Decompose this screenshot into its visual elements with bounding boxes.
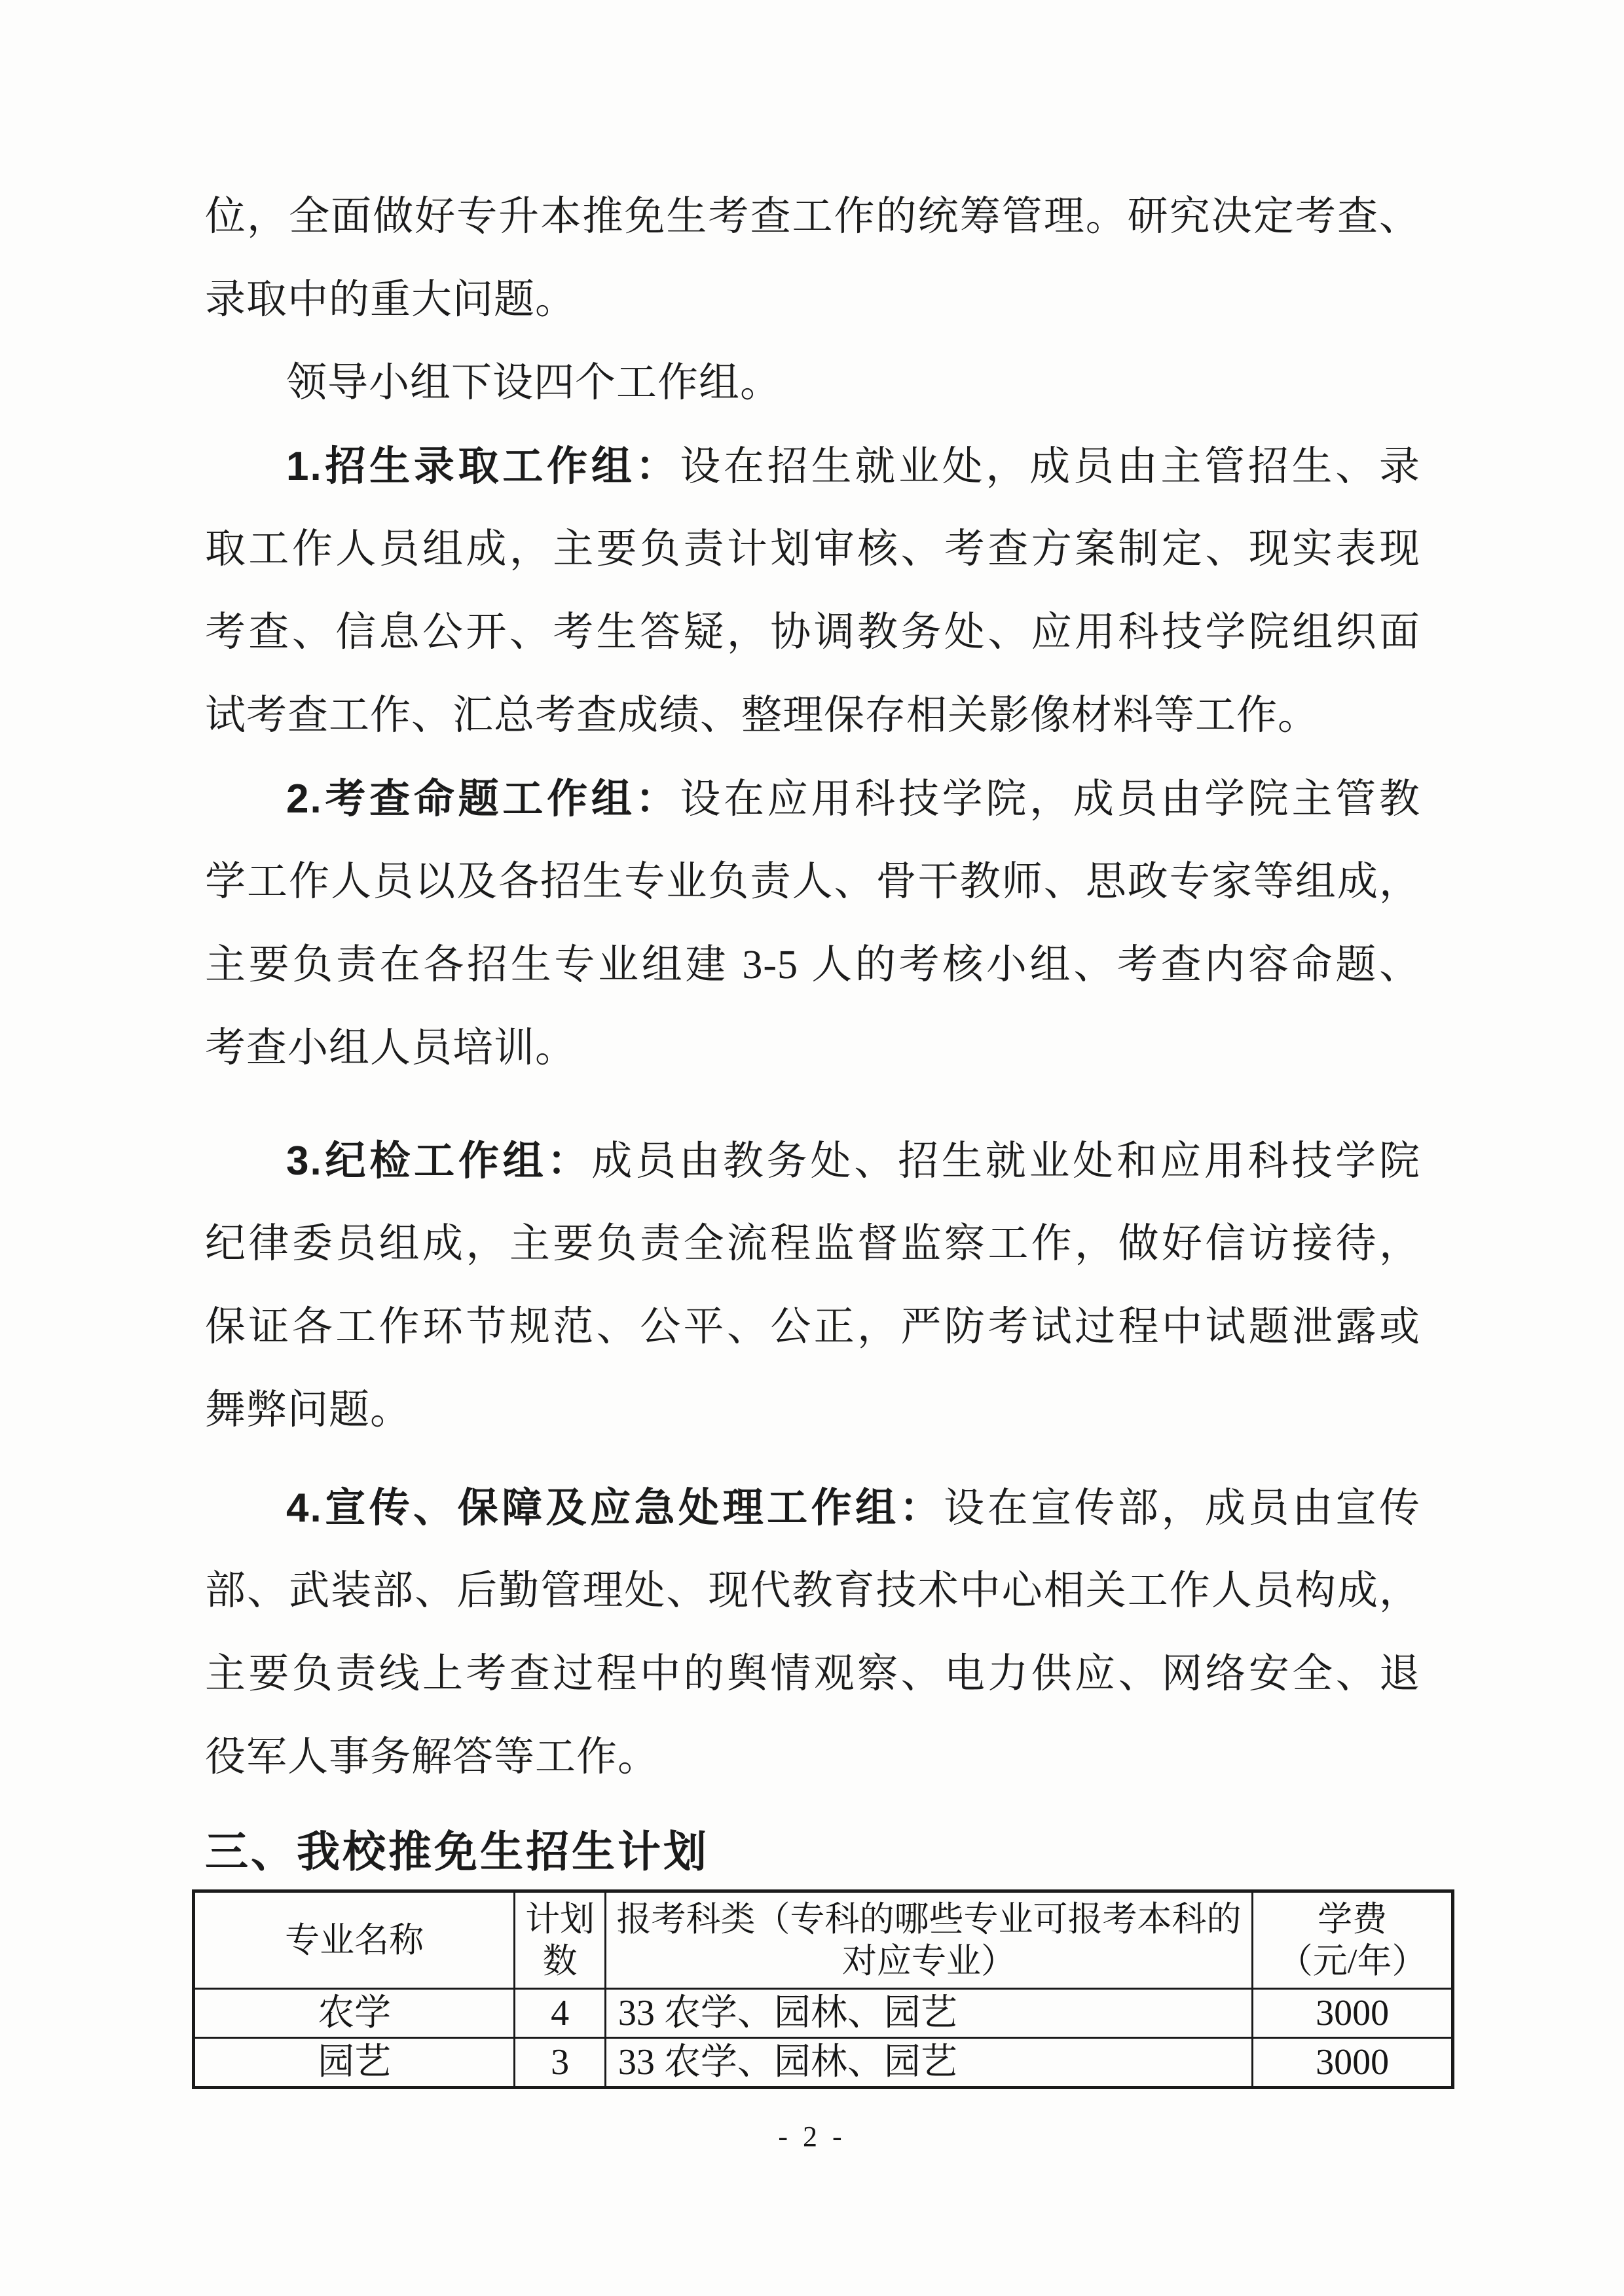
group2-lead: 2.考查命题工作组： <box>286 776 680 822</box>
group4-paragraph-line-2: 部、武装部、后勤管理处、现代教育技术中心相关工作人员构成， <box>205 1569 1420 1613</box>
group3-paragraph-line-1 <box>205 1120 1420 1203</box>
table-header-tuition-line-2: （元/年） <box>1278 1942 1427 1980</box>
group3-paragraph-line-2: 纪律委员组成，主要负责全流程监督监察工作，做好信访接待， <box>205 1222 1420 1266</box>
group3-lead: 3.纪检工作组： <box>286 1139 592 1184</box>
group1-paragraph-line-3: 考查、信息公开、考生答疑，协调教务处、应用科技学院组织面 <box>205 610 1420 655</box>
group2-line-1-text: 设在应用科技学院，成员由学院主管教 <box>680 777 1420 822</box>
table-header-categories-line-2: 对应专业） <box>842 1942 1016 1980</box>
group4-paragraph-line-4: 役军人事务解答等工作。 <box>205 1735 659 1779</box>
table-cell-plan: 3 <box>515 2038 605 2088</box>
table-header-tuition <box>1253 1891 1453 1989</box>
group1-lead: 1.招生录取工作组： <box>286 444 680 489</box>
table-cell-tuition: 3000 <box>1253 2038 1453 2088</box>
table-header-plan-line-2: 数 <box>542 1942 578 1980</box>
group4-lead: 4.宣传、保障及应急处理工作组： <box>286 1485 944 1531</box>
table-header-major <box>194 1891 515 1989</box>
document-body-text <box>205 175 1420 1884</box>
table-header-plan-count <box>515 1891 605 1989</box>
group4-paragraph-line-3: 主要负责线上考查过程中的舆情观察、电力供应、网络安全、退 <box>205 1652 1420 1696</box>
group1-line-1-text: 设在招生就业处，成员由主管招生、录 <box>680 445 1420 489</box>
table-cell-categories: 33 农学、园林、园艺 <box>605 2038 1252 2088</box>
table-cell-categories: 33 农学、园林、园艺 <box>605 1989 1252 2038</box>
continuation-paragraph-line-1: 位，全面做好专升本推免生考查工作的统筹管理。研究决定考查、 <box>205 194 1420 239</box>
table-row <box>194 1989 1453 2038</box>
group1-paragraph-line-2: 取工作人员组成，主要负责计划审核、考查方案制定、现实表现 <box>205 527 1420 572</box>
table-row <box>194 2038 1453 2088</box>
group2-paragraph-line-1 <box>205 757 1420 841</box>
table-header-plan-line-1: 计划 <box>525 1900 595 1939</box>
group1-paragraph-line-1 <box>205 425 1420 508</box>
group4-line-1-text: 设在宣传部，成员由宣传 <box>944 1486 1420 1531</box>
group3-paragraph-line-4: 舞弊问题。 <box>205 1388 412 1432</box>
table-header-categories-line-1: 报考科类（专科的哪些专业可报考本科的 <box>616 1900 1242 1939</box>
table-header-tuition-line-1: 学费 <box>1318 1900 1388 1939</box>
table-cell-plan: 4 <box>515 1989 605 2038</box>
table-cell-tuition: 3000 <box>1253 1989 1453 2038</box>
page-number: - 2 - <box>778 2121 846 2153</box>
group2-paragraph-line-3: 主要负责在各招生专业组建 3-5 人的考核小组、考查内容命题、 <box>205 943 1420 987</box>
group3-line-1-text: 成员由教务处、招生就业处和应用科技学院 <box>591 1139 1420 1184</box>
group3-paragraph-line-3: 保证各工作环节规范、公平、公正，严防考试过程中试题泄露或 <box>205 1305 1420 1349</box>
group1-paragraph-line-4: 试考查工作、汇总考查成绩、整理保存相关影像材料等工作。 <box>205 693 1320 738</box>
group4-paragraph-line-1 <box>205 1467 1420 1550</box>
section-heading: 三、我校推免生招生计划 <box>205 1827 709 1876</box>
table-cell-major: 园艺 <box>194 2038 515 2088</box>
group2-paragraph-line-4: 考查小组人员培训。 <box>205 1026 577 1070</box>
table-cell-major: 农学 <box>194 1989 515 2038</box>
continuation-paragraph-line-2: 录取中的重大问题。 <box>205 278 577 322</box>
intro-paragraph-line: 领导小组下设四个工作组。 <box>286 361 782 405</box>
enrollment-plan-table <box>192 1889 1454 2089</box>
table-header-categories <box>605 1891 1252 1989</box>
group2-paragraph-line-2: 学工作人员以及各招生专业负责人、骨干教师、思政专家等组成， <box>205 860 1420 904</box>
table-header-row <box>194 1891 1453 1989</box>
table-header-major-label: 专业名称 <box>285 1921 424 1959</box>
